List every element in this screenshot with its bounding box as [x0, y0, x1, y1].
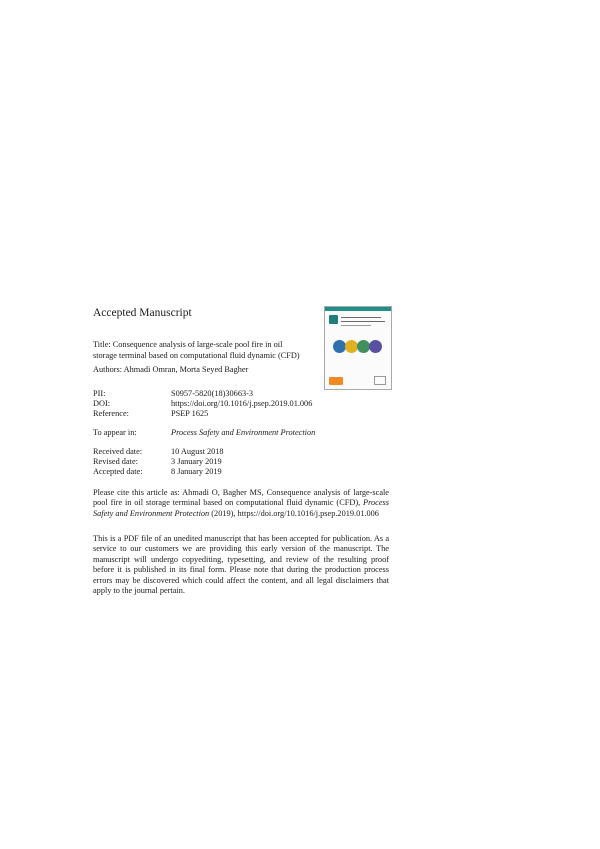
revised-label: Revised date:: [93, 457, 138, 466]
pii-row: [93, 389, 393, 399]
appear-block: [93, 428, 393, 438]
cover-publisher-icon: [329, 377, 343, 385]
article-title-line-1: Title: Consequence analysis of large-scale pool fire in oil: [93, 340, 283, 349]
doi-label: DOI:: [93, 399, 111, 408]
accepted-value: 8 January 2019: [171, 467, 222, 476]
appear-label: To appear in:: [93, 428, 137, 437]
cover-top-band: [325, 307, 391, 311]
cover-graphic: [333, 340, 385, 354]
journal-name: Process Safety and Environment Protection: [171, 428, 316, 437]
citation-paragraph: [93, 488, 389, 519]
publisher-logo-icon: [329, 315, 338, 324]
accepted-label: Accepted date:: [93, 467, 143, 476]
citation-journal: Process Safety and Environment Protection: [93, 498, 389, 518]
revised-row: [93, 457, 393, 467]
accepted-row: [93, 467, 393, 477]
citation-text-post: (2019), https://doi.org/10.1016/j.psep.2019.01.006: [209, 508, 379, 518]
article-authors: Authors: Ahmadi Omran, Morta Seyed Bagher: [93, 365, 249, 374]
journal-cover-image: [324, 306, 392, 390]
doi-row: [93, 399, 393, 409]
dates-block: [93, 447, 393, 477]
cover-footer-mark: [374, 376, 386, 385]
received-row: [93, 447, 393, 457]
reference-row: [93, 409, 393, 419]
pii-value: S0957-5820(18)30663-3: [171, 389, 254, 398]
revised-value: 3 January 2019: [171, 457, 222, 466]
identifier-block: [93, 389, 393, 419]
page-heading: Accepted Manuscript: [93, 307, 192, 319]
reference-label: Reference:: [93, 409, 129, 418]
citation-text-pre: Please cite this article as: Ahmadi O, Bagher MS, Consequence analysis of large-scale pool fire in oil storage terminal based on computational fluid dynamic (CFD),: [93, 488, 389, 508]
pii-label: PII:: [93, 389, 106, 398]
received-label: Received date:: [93, 447, 143, 456]
reference-value: PSEP 1625: [171, 409, 209, 418]
cover-journal-title: [341, 315, 387, 331]
doi-link[interactable]: https://doi.org/10.1016/j.psep.2019.01.006: [171, 399, 313, 408]
article-title-line-2: storage terminal based on computational fluid dynamic (CFD): [93, 351, 300, 360]
received-value: 10 August 2018: [171, 447, 224, 456]
appear-row: [93, 428, 393, 438]
disclaimer-paragraph: This is a PDF file of an unedited manuscript that has been accepted for publication. As a service to our customers we are providing this early version of the manuscript. The manuscript will undergo copyediting, typesetting, and review of the resulting proof before it is published in its final form. Please note that during the production process errors may be discovered which could affect the content, and all legal disclaimers that apply to the journal pertain.: [93, 534, 389, 596]
article-title: [93, 339, 318, 361]
